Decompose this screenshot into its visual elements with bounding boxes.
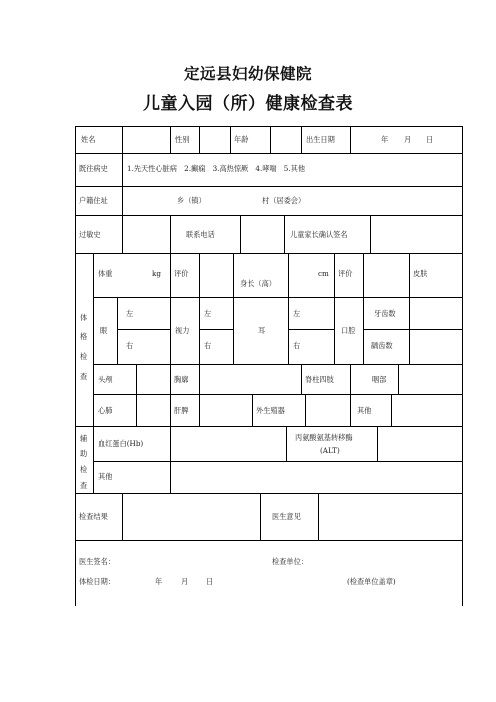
birth-month-label: 月 bbox=[404, 135, 412, 144]
cell-border bbox=[122, 186, 123, 215]
vision-left-label: 左 bbox=[204, 309, 212, 318]
cell-border bbox=[350, 394, 351, 426]
cell-border bbox=[122, 153, 123, 186]
cell-border bbox=[199, 394, 200, 426]
medical-history-options: 1.先天性心脏病 2.癫痫 3.高热惊厥 4.哮喘 5.其他 bbox=[127, 164, 306, 173]
hemoglobin-label: 血红蛋白(Hb) bbox=[98, 439, 144, 448]
row-divider bbox=[93, 461, 463, 462]
auxiliary-section-char: 查 bbox=[80, 481, 88, 490]
cell-border bbox=[377, 426, 378, 461]
cell-border bbox=[170, 394, 171, 426]
cell-border bbox=[305, 394, 306, 426]
birth-year-label: 年 bbox=[381, 135, 389, 144]
alt-abbr-label: (ALT) bbox=[320, 446, 340, 455]
weight-label: 体重 bbox=[98, 269, 113, 278]
cell-border bbox=[301, 126, 302, 153]
liver-spleen-label: 肝脾 bbox=[174, 406, 189, 415]
cell-border bbox=[409, 297, 410, 364]
medical-history-label: 既往病史 bbox=[79, 164, 108, 173]
cell-border bbox=[170, 297, 171, 364]
table-top-border bbox=[75, 126, 463, 127]
cell-border bbox=[170, 215, 171, 253]
village-label: 村（居委会） bbox=[262, 196, 306, 205]
cell-border bbox=[409, 253, 410, 297]
cell-border bbox=[240, 215, 241, 253]
cell-border bbox=[288, 253, 289, 297]
cell-border bbox=[170, 461, 171, 493]
eye-left-label: 左 bbox=[126, 309, 134, 318]
row-divider bbox=[75, 186, 463, 187]
doctor-opinion-label: 医生意见 bbox=[272, 512, 301, 521]
physical-other-label: 其他 bbox=[357, 406, 372, 415]
cell-border bbox=[230, 126, 231, 153]
eye-split bbox=[117, 329, 170, 330]
cell-border bbox=[288, 297, 289, 364]
age-label: 年龄 bbox=[234, 135, 249, 144]
cell-border bbox=[334, 253, 335, 297]
cell-border bbox=[350, 126, 351, 153]
stamp-label: (检查单位盖章) bbox=[347, 577, 396, 586]
ear-right-label: 右 bbox=[293, 341, 301, 350]
cell-border bbox=[391, 394, 392, 426]
hospital-name: 定远县妇幼保健院 bbox=[183, 65, 312, 83]
spine-limbs-label: 脊柱四肢 bbox=[305, 375, 334, 384]
cell-border bbox=[370, 215, 371, 253]
eye-label: 眼 bbox=[100, 326, 108, 335]
cell-border bbox=[334, 297, 335, 364]
cell-border bbox=[363, 253, 364, 297]
cell-border bbox=[170, 364, 171, 394]
height-rating-label: 评价 bbox=[338, 269, 353, 278]
address-label: 户籍住址 bbox=[79, 196, 108, 205]
phone-label: 联系电话 bbox=[186, 230, 215, 239]
form-title: 儿童入园（所）健康检查表 bbox=[143, 94, 353, 114]
cell-border bbox=[170, 253, 171, 297]
teeth-split bbox=[363, 329, 463, 330]
weight-unit: kg bbox=[152, 269, 161, 278]
doctor-signature-label: 医生签名： bbox=[79, 557, 115, 566]
cell-border bbox=[122, 493, 123, 540]
cell-border bbox=[301, 364, 302, 394]
row-divider bbox=[75, 153, 463, 154]
cell-border bbox=[122, 215, 123, 253]
eye-right-label: 右 bbox=[126, 341, 134, 350]
cell-border bbox=[199, 253, 200, 297]
physical-section-char: 体 bbox=[80, 313, 88, 322]
birth-date-label: 出生日期 bbox=[306, 135, 335, 144]
auxiliary-section-char: 辅 bbox=[80, 434, 88, 443]
physical-section-char: 格 bbox=[80, 332, 88, 341]
cell-border bbox=[270, 126, 271, 153]
auxiliary-other-label: 其他 bbox=[98, 472, 113, 481]
cell-border bbox=[398, 364, 399, 394]
row-divider bbox=[93, 364, 463, 365]
vision-label: 视力 bbox=[175, 326, 190, 335]
table-right-border bbox=[462, 126, 463, 606]
throat-label: 咽部 bbox=[372, 375, 387, 384]
weight-rating-label: 评价 bbox=[174, 269, 189, 278]
ear-label: 耳 bbox=[258, 326, 266, 335]
exam-year-label: 年 bbox=[155, 577, 163, 586]
cell-border bbox=[363, 297, 364, 364]
row-divider bbox=[75, 426, 463, 427]
cell-border bbox=[136, 364, 137, 394]
caries-count-label: 龋齿数 bbox=[371, 341, 393, 350]
cell-border bbox=[350, 364, 351, 394]
cell-border bbox=[199, 297, 200, 364]
head-label: 头颅 bbox=[98, 375, 113, 384]
row-divider bbox=[75, 215, 463, 216]
cell-border bbox=[286, 426, 287, 461]
cell-border bbox=[170, 126, 171, 153]
cell-border bbox=[284, 215, 285, 253]
cell-border bbox=[260, 493, 261, 540]
allergy-label: 过敏史 bbox=[79, 230, 101, 239]
ear-left-label: 左 bbox=[293, 309, 301, 318]
row-divider bbox=[93, 394, 463, 395]
row-divider bbox=[75, 493, 463, 494]
exam-day-label: 日 bbox=[206, 577, 214, 586]
height-unit: cm bbox=[318, 269, 329, 278]
auxiliary-section-char: 检 bbox=[80, 465, 88, 474]
cell-border bbox=[318, 493, 319, 540]
cell-border bbox=[233, 253, 234, 297]
cell-border bbox=[136, 394, 137, 426]
cell-border bbox=[199, 364, 200, 394]
cell-border bbox=[117, 297, 118, 364]
row-divider bbox=[75, 540, 463, 541]
teeth-count-label: 牙齿数 bbox=[374, 309, 396, 318]
table-left-border bbox=[75, 126, 76, 606]
birth-day-label: 日 bbox=[426, 135, 434, 144]
parent-signature-label: 儿童家长确认签名 bbox=[290, 230, 348, 239]
height-label: 身长（高） bbox=[240, 279, 276, 288]
township-label: 乡（镇） bbox=[177, 196, 206, 205]
exam-unit-label: 检查单位： bbox=[272, 557, 308, 566]
ear-split bbox=[288, 329, 334, 330]
chest-label: 胸廓 bbox=[174, 375, 189, 384]
cell-border bbox=[199, 126, 200, 153]
row-divider bbox=[93, 297, 463, 298]
name-label: 姓名 bbox=[81, 135, 96, 144]
alt-label: 丙氨酸氨基转移酶 bbox=[295, 433, 353, 442]
result-label: 检查结果 bbox=[79, 512, 108, 521]
auxiliary-section-char: 助 bbox=[80, 449, 88, 458]
physical-section-char: 查 bbox=[80, 372, 88, 381]
vision-split bbox=[199, 329, 233, 330]
exam-date-label: 体检日期： bbox=[79, 577, 115, 586]
vision-right-label: 右 bbox=[204, 341, 212, 350]
section-column-border bbox=[93, 253, 94, 493]
cell-border bbox=[252, 394, 253, 426]
exam-month-label: 月 bbox=[181, 577, 189, 586]
cell-border bbox=[122, 126, 123, 153]
skin-label: 皮肤 bbox=[413, 269, 428, 278]
mouth-label: 口腔 bbox=[341, 326, 356, 335]
gender-label: 性别 bbox=[175, 135, 190, 144]
heart-lung-label: 心肺 bbox=[98, 406, 113, 415]
genitals-label: 外生殖器 bbox=[256, 406, 285, 415]
row-divider bbox=[75, 253, 463, 254]
physical-section-char: 检 bbox=[80, 352, 88, 361]
cell-border bbox=[233, 297, 234, 364]
cell-border bbox=[170, 426, 171, 461]
